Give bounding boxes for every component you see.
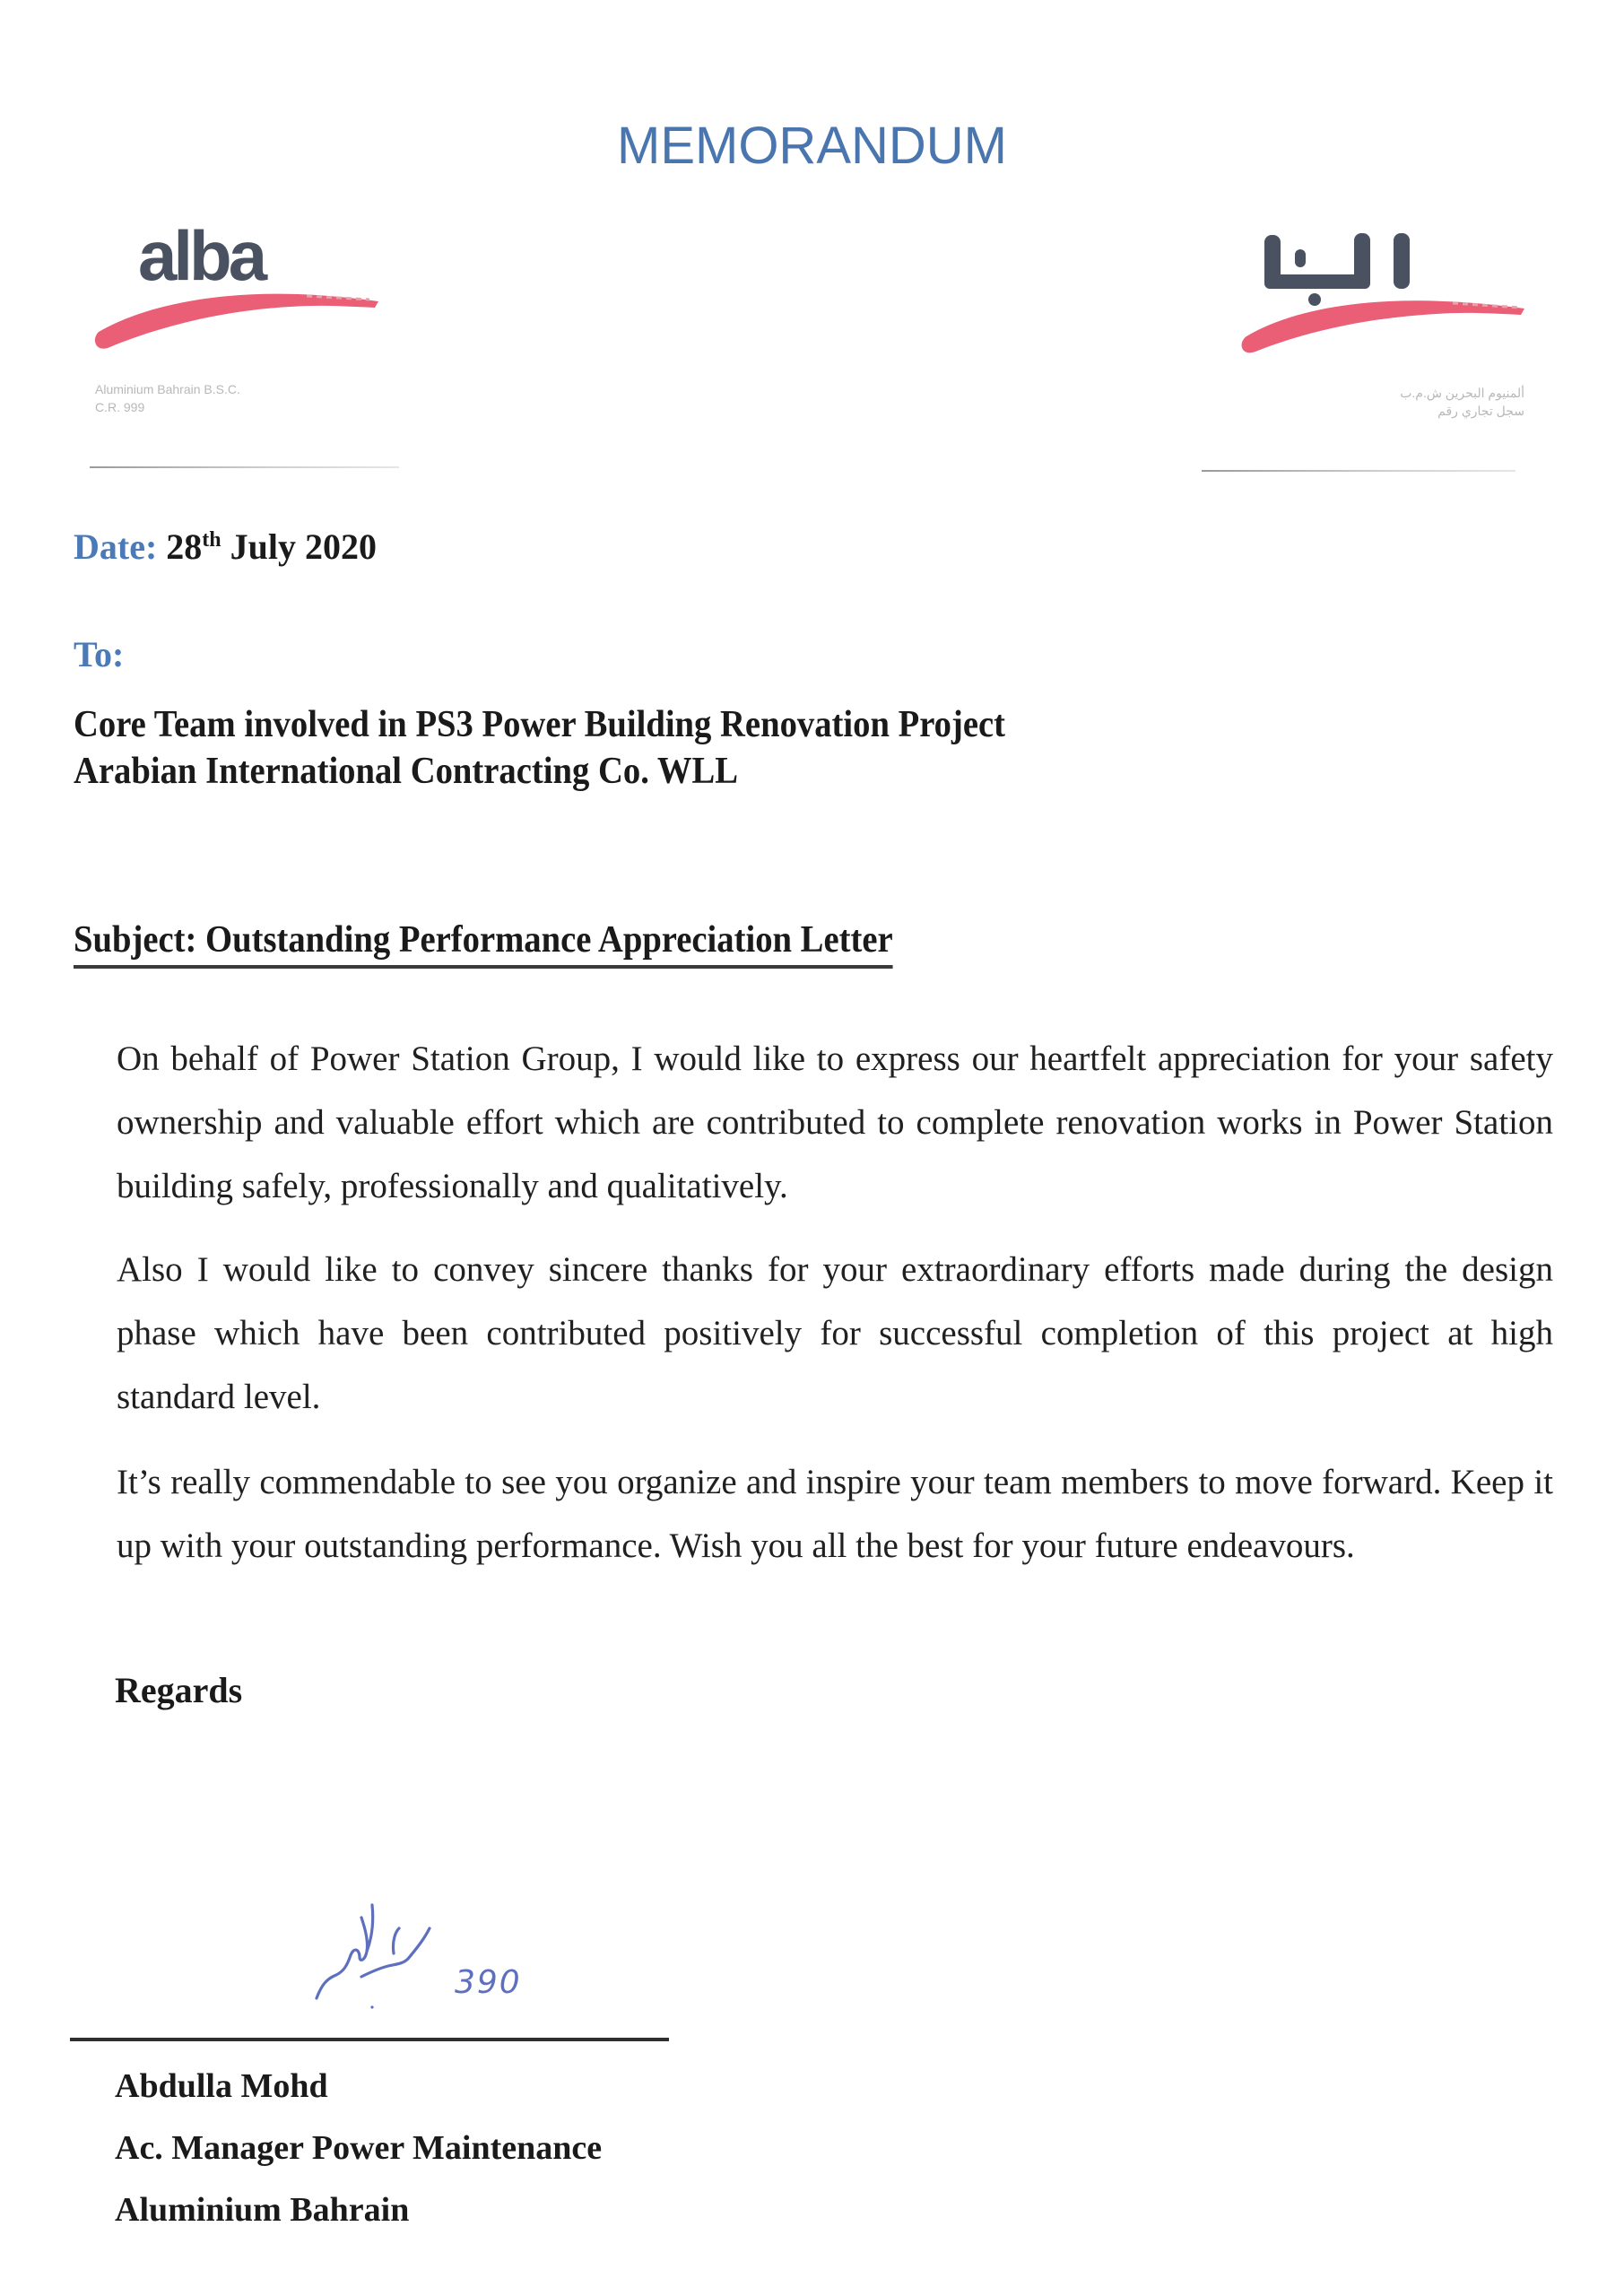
date-month-year: July 2020 [221, 526, 377, 567]
date-day: 28 [166, 526, 203, 567]
caption-line: سجل تجاري رقم [1437, 404, 1524, 418]
signer-company: Aluminium Bahrain [115, 2191, 410, 2229]
logo-left [83, 215, 405, 484]
alba-arabic-logo-icon [1220, 215, 1542, 386]
body-paragraph: It’s really commendable to see you organize and inspire your team members to move forward. Keep it up with your outstanding performance. Wish you all the best for your future endeavours. [117, 1463, 1553, 1565]
logo-right-rule [1202, 470, 1515, 472]
regards: Regards [115, 1670, 243, 1710]
signer-title: Ac. Manager Power Maintenance [115, 2129, 603, 2167]
body-paragraph: Also I would like to convey sincere thanks for your extraordinary efforts made during the design phase which have been contributed positively for successful completion of this project at high standard level. [117, 1250, 1553, 1416]
signature-rule [70, 2038, 669, 2041]
signature [309, 1901, 543, 2027]
logo-right [1220, 215, 1542, 484]
memo-title: MEMORANDUM [617, 117, 1007, 175]
signer-name: Abdulla Mohd [115, 2067, 328, 2105]
date-label: Date: [74, 526, 158, 567]
caption-line: ألمنيوم البحرين ش.م.ب [1400, 386, 1524, 400]
subject-line: Subject: Outstanding Performance Appreciation Letter [74, 915, 893, 969]
recipient-line: Core Team involved in PS3 Power Building Renovation Project [74, 704, 1006, 745]
caption-line: C.R. 999 [95, 400, 145, 414]
caption-line: Aluminium Bahrain B.S.C. [95, 382, 240, 396]
date-line [74, 520, 377, 574]
alba-logo-icon [83, 215, 405, 386]
signature-note: 390 [455, 1964, 522, 2001]
recipient-line: Arabian International Contracting Co. WLL [74, 751, 739, 792]
logo-left-caption [95, 380, 405, 416]
body-paragraph: On behalf of Power Station Group, I would like to express our heartfelt appreciation for your safety ownership and valuable effort which are contributed to complete renovation works in Power Station building safely, professionally and qualitatively. [117, 1039, 1553, 1205]
to-label: To: [74, 634, 125, 674]
svg-text:alba: alba [138, 216, 265, 295]
logo-right-caption [1282, 384, 1524, 420]
date-suffix: th [202, 528, 221, 552]
logo-left-rule [90, 466, 399, 468]
date-value [166, 526, 377, 567]
